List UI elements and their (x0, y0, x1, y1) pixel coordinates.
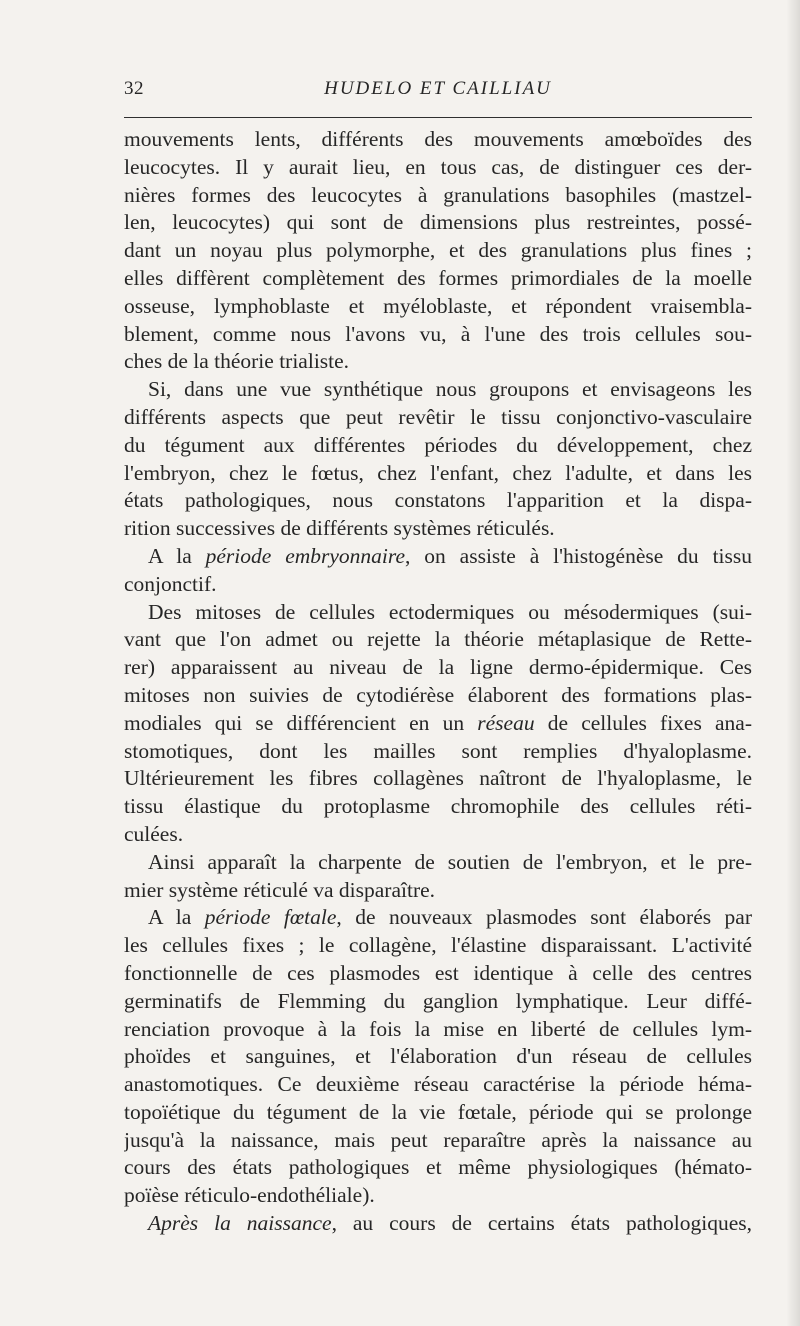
text-line: anastomotiques. Ce deuxième réseau caractérise la période héma- (124, 1072, 752, 1097)
text-line: différents aspects que peut revêtir le tissu conjonctivo-vasculaire (124, 404, 752, 429)
text-line: nières formes des leucocytes à granulations basophiles (mastzel- (124, 182, 752, 207)
text-line (124, 543, 752, 571)
text-line: osseuse, lymphoblaste et myéloblaste, et répondent vraisembla- (124, 293, 752, 318)
text-line: états pathologiques, nous constatons l'apparition et la dispa- (124, 488, 752, 513)
text-run: modiales qui se différencient en un (124, 710, 478, 735)
text-line: leucocytes. Il y aurait lieu, en tous cas, de distinguer ces der- (124, 154, 752, 179)
text-line: dant un noyau plus polymorphe, et des granulations plus fines ; (124, 238, 752, 263)
text-line: elles diffèrent complètement des formes primordiales de la moelle (124, 265, 752, 290)
page-edge-shadow (786, 0, 800, 1326)
text-line: du tégument aux différentes périodes du développement, chez (124, 432, 752, 457)
italic-term: période embryonnaire (205, 543, 406, 568)
text-run: , au cours de certains états pathologiques, (331, 1211, 752, 1236)
text-line: mier système réticulé va disparaître. (124, 877, 436, 902)
body-text (124, 126, 752, 1238)
text-line: jusqu'à la naissance, mais peut reparaître après la naissance au (124, 1127, 752, 1152)
text-line: rer) apparaissent au niveau de la ligne dermo-épidermique. Ces (124, 655, 752, 680)
text-line (124, 1210, 752, 1238)
text-run: , de nouveaux plasmodes sont élaborés par (336, 905, 752, 930)
text-line: len, leucocytes) qui sont de dimensions plus restreintes, possé- (124, 210, 752, 235)
text-line: blement, comme nous l'avons vu, à l'une des trois cellules sou- (124, 321, 752, 346)
text-line: topoïétique du tégument de la vie fœtale, période qui se prolonge (124, 1099, 752, 1124)
text-line (124, 904, 752, 932)
text-line: mouvements lents, différents des mouvements amœboïdes des (124, 127, 752, 151)
text-line: rition successives de différents systèmes réticulés. (124, 516, 555, 541)
italic-term: Après la naissance (148, 1211, 332, 1236)
italic-term: période fœtale (204, 905, 337, 930)
text-line: phoïdes et sanguines, et l'élaboration d'un réseau de cellules (124, 1044, 752, 1069)
text-line: culées. (124, 821, 184, 846)
text-line: stomotiques, dont les mailles sont remplies d'hyaloplasme. (124, 738, 752, 763)
text-line: Des mitoses de cellules ectodermiques ou mésodermiques (sui- (148, 599, 752, 624)
text-line: l'embryon, chez le fœtus, chez l'enfant, chez l'adulte, et dans les (124, 460, 752, 485)
text-line: mitoses non suivies de cytodiérèse élaborent des formations plas- (124, 682, 752, 707)
text-line: ches de la théorie trialiste. (124, 349, 350, 374)
text-run: , on assiste à l'histogénèse du tissu (405, 543, 752, 568)
running-head (124, 78, 752, 106)
text-run: de cellules fixes ana- (534, 710, 752, 735)
italic-term: réseau (477, 710, 535, 735)
text-line: Ultérieurement les fibres collagènes naîtront de l'hyaloplasme, le (124, 766, 752, 791)
text-line: Si, dans une vue synthétique nous groupons et envisageons les (148, 377, 752, 402)
text-line: conjonctif. (124, 571, 217, 596)
text-line: Ainsi apparaît la charpente de soutien de l'embryon, et le pre- (148, 849, 752, 874)
text-line: renciation provoque à la fois la mise en liberté de cellules lym- (124, 1016, 752, 1041)
text-line: tissu élastique du protoplasme chromophile des cellules réti- (124, 794, 752, 819)
text-line: germinatifs de Flemming du ganglion lymphatique. Leur diffé- (124, 988, 752, 1013)
text-run: A la (148, 543, 206, 568)
header-rule (124, 117, 752, 118)
text-line: fonctionnelle de ces plasmodes est identique à celle des centres (124, 960, 752, 985)
text-line: vant que l'on admet ou rejette la théorie métaplasique de Rette- (124, 627, 752, 652)
text-line: cours des états pathologiques et même physiologiques (hémato- (124, 1155, 752, 1180)
running-title: HUDELO ET CAILLIAU (324, 78, 552, 99)
page-number: 32 (124, 78, 144, 99)
text-line: poïèse réticulo-endothéliale). (124, 1183, 375, 1208)
text-line (124, 710, 752, 738)
text-line: les cellules fixes ; le collagène, l'élastine disparaissant. L'activité (124, 933, 752, 958)
text-run: A la (148, 905, 205, 930)
